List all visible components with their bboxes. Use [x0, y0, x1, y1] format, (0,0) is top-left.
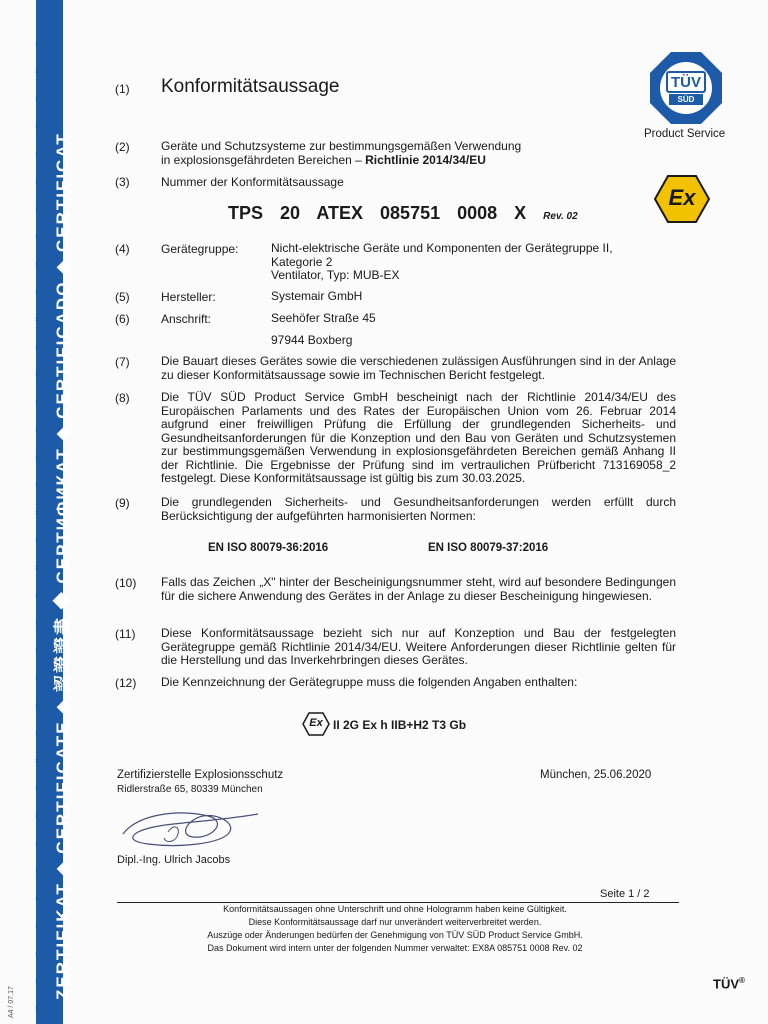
- norm-1: EN ISO 80079-36:2016: [208, 542, 329, 554]
- footer-line-1: Konformitätsaussagen ohne Unterschrift und ohne Hologramm haben keine Gültigkeit.: [223, 904, 567, 914]
- address-street: Seehöfer Straße 45: [271, 311, 376, 325]
- footer-brand: [713, 976, 745, 991]
- ex-logo-text: Ex: [668, 185, 696, 210]
- certificate-revision: Rev. 02: [543, 211, 578, 222]
- ex-marking-logo: [653, 174, 711, 224]
- section-number-2: (2): [115, 140, 130, 154]
- footer-line-3: Auszüge oder Änderungen bedürfen der Genehmigung von TÜV SÜD Product Service GmbH.: [207, 930, 583, 940]
- section-3-text: Nummer der Konformitätsaussage: [161, 175, 344, 189]
- section-2-text: [161, 140, 676, 167]
- section-8-text: Die TÜV SÜD Product Service GmbH bescheinigt nach der Richtlinie 2014/34/EU des Europäischen Parlaments und des Rates der Europäischen Union vom 26. Februar 2014 aufgrund einer freiwilligen Prüfung die Erfüllung der grundlegenden Sicherheits- und Gesundheitsanforderungen für die Konzeption und den Bau von Geräten und Schutzsystemen zur bestimmungsgemäßen Verwendung in explosionsgefährdeten Bereichen gemäß Anhang II der Richtlinie. Die Ergebnisse der Prüfung sind im vertraulichen Prüfbericht 713169058_2 festgelegt. Diese Konformitätsaussage ist gültig bis zum 30.03.2025.: [161, 390, 676, 485]
- footer-line-4: Das Dokument wird intern unter der folgenden Nummer verwaltet: EX8A 085751 0008 Rev. 02: [207, 943, 583, 953]
- ex-mark-small: [302, 712, 330, 736]
- section-number-5: (5): [115, 290, 130, 304]
- section-2-directive: Richtlinie 2014/34/EU: [365, 152, 486, 167]
- footer-brand-text: TÜV: [713, 976, 739, 992]
- section-7-text: Die Bauart dieses Gerätes sowie die verschiedenen zulässigen Ausführungen sind in der Anlage zu dieser Konformitätsaussage sowie im Technischen Bericht festgelegt.: [161, 354, 676, 382]
- page-title: Konformitätsaussage: [161, 76, 340, 97]
- logo-tuv: TÜV: [671, 74, 701, 91]
- section-10-text: Falls das Zeichen „X" hinter der Bescheinigungsnummer steht, wird auf besondere Bedingungen für die sichere Anwendung des Gerätes in der Anlage zu dieser Bescheinigung hingewiesen.: [161, 575, 676, 603]
- section-number-7: (7): [115, 355, 130, 369]
- logo-sued: SÜD: [677, 95, 695, 104]
- certificate-band-text: ZERTIFIKAT ◆ CERTIFICATE ◆ 認證證書 ◆ СЕРТИФИКАТ ◆ CERTIFICADO ◆ CERTIFICAT: [53, 132, 72, 1000]
- section-number-4: (4): [115, 242, 130, 256]
- signer-name: Dipl.-Ing. Ulrich Jacobs: [117, 854, 231, 866]
- ex-mark-small-text: Ex: [309, 717, 323, 729]
- section-number-3: (3): [115, 175, 130, 189]
- section-number-9: (9): [115, 496, 130, 510]
- form-stamp: A4 / 07.17: [8, 986, 15, 1018]
- issuer-name: Zertifizierstelle Explosionsschutz: [117, 769, 284, 781]
- section-2-line2: in explosionsgefährdeten Bereichen –: [161, 152, 366, 167]
- page-number: Seite 1 / 2: [600, 888, 650, 900]
- manufacturer-label: Hersteller:: [161, 290, 216, 304]
- footer-line-2: Diese Konformitätsaussage darf nur unverändert weiterverbreitet werden.: [248, 917, 542, 927]
- norm-2: EN ISO 80079-37:2016: [428, 542, 549, 554]
- manufacturer-value: Systemair GmbH: [271, 289, 363, 303]
- section-2-line1: Geräte und Schutzsysteme zur bestimmungsgemäßen Verwendung: [161, 139, 522, 153]
- device-group-label: Gerätegruppe:: [161, 242, 239, 256]
- section-number-10: (10): [115, 576, 137, 590]
- footer-brand-reg: ®: [739, 976, 745, 985]
- address-city: 97944 Boxberg: [271, 333, 353, 347]
- signature-icon: [118, 804, 278, 854]
- address-label: Anschrift:: [161, 312, 212, 326]
- section-number-8: (8): [115, 391, 130, 405]
- device-group-value: [271, 242, 671, 283]
- tuv-sued-logo: [648, 50, 724, 126]
- section-11-text: Diese Konformitätsaussage bezieht sich nur auf Konzeption und Bau der festgelegten Gerätegruppe gemäß Richtlinie 2014/34/EU. Weitere Anforderungen dieser Richtlinie gelten für die Herstellung und das Inverkehrbringen dieses Gerätes.: [161, 626, 676, 667]
- section-number-11: (11): [115, 627, 136, 641]
- logo-caption: Product Service: [644, 128, 726, 140]
- footer-notes: [140, 903, 650, 955]
- section-number-1: (1): [115, 82, 130, 96]
- marking-code: II 2G Ex h IIB+H2 T3 Gb: [333, 718, 467, 732]
- device-group-line3: Ventilator, Typ: MUB-EX: [271, 268, 400, 282]
- certificate-number-value: TPS 20 ATEX 085751 0008 X: [228, 203, 527, 223]
- issuer-address: Ridlerstraße 65, 80339 München: [117, 784, 263, 795]
- device-group-line1: Nicht-elektrische Geräte und Komponenten der Gerätegruppe II,: [271, 241, 613, 255]
- section-number-6: (6): [115, 312, 130, 326]
- device-group-line2: Kategorie 2: [271, 254, 333, 269]
- place-date: München, 25.06.2020: [540, 769, 652, 781]
- section-number-12: (12): [115, 676, 137, 690]
- section-12-text: Die Kennzeichnung der Gerätegruppe muss die folgenden Angaben enthalten:: [161, 675, 578, 689]
- certificate-number: [228, 203, 578, 224]
- section-9-text: Die grundlegenden Sicherheits- und Gesundheitsanforderungen werden erfüllt durch Berücksichtigung der aufgeführten harmonisierten Normen:: [161, 495, 676, 523]
